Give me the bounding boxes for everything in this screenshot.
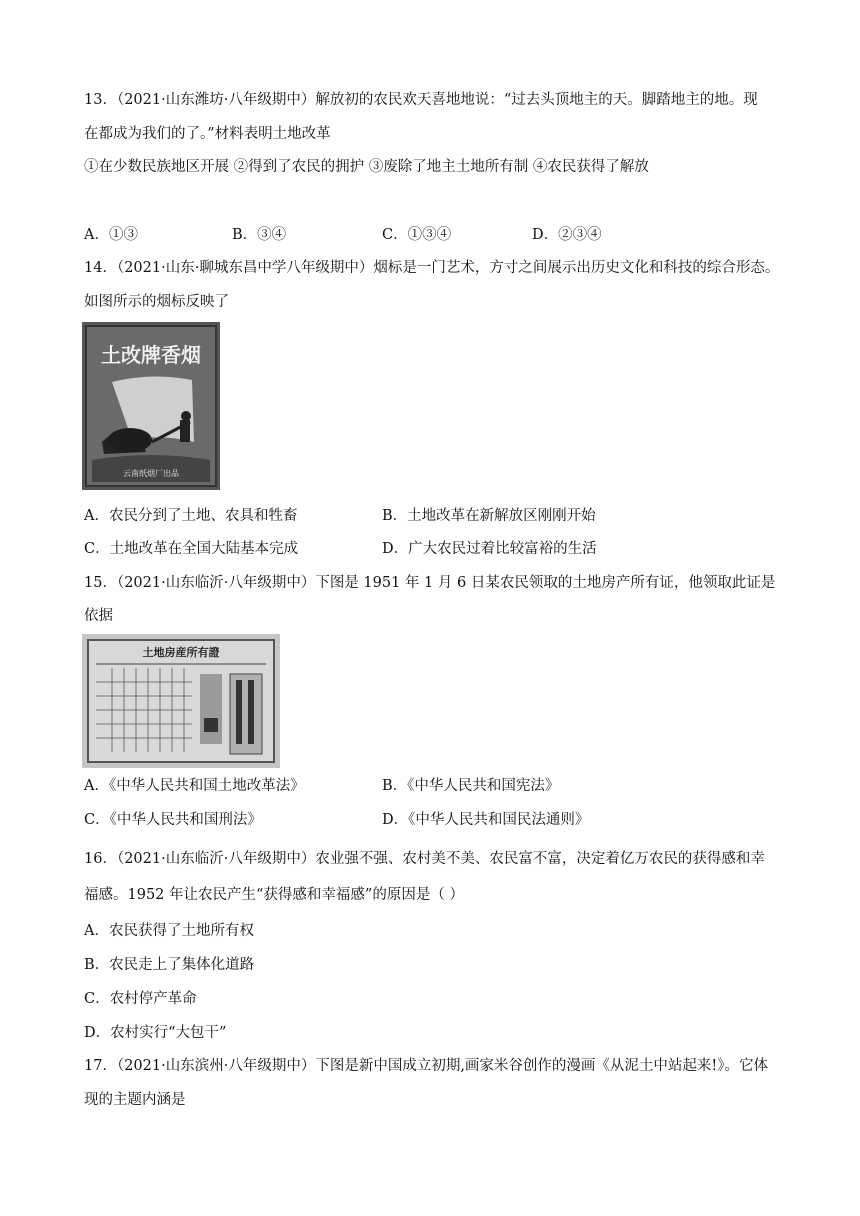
q13-option-a: A．①③ [84, 227, 138, 243]
q16-option-d: D．农村实行“大包干” [84, 1025, 227, 1041]
q17-stem-line1: 17．（2021·山东滨州·八年级期中）下图是新中国成立初期,画家米谷创作的漫画《从泥土中站起来!》。它体 [84, 1058, 769, 1074]
q13-option-d: D．②③④ [532, 227, 602, 243]
q17-stem-line2: 现的主题内涵是 [84, 1092, 186, 1108]
q15-stem-line2: 依据 [84, 608, 113, 624]
land-certificate-image [82, 634, 280, 768]
q16-stem-line1: 16．（2021·山东临沂·八年级期中）农业强不强、农村美不美、农民富不富，决定着亿万农民的获得感和幸 [84, 851, 765, 867]
land-certificate-title: 土地房産所有證 [142, 646, 220, 659]
q15-option-a: A．《中华人民共和国土地改革法》 [84, 778, 305, 794]
q14-option-a: A．农民分到了土地、农具和牲畜 [84, 508, 298, 524]
q15-option-d: D．《中华人民共和国民法通则》 [382, 812, 590, 828]
cigarette-label-image [82, 322, 220, 490]
q15-option-c: C．《中华人民共和国刑法》 [84, 812, 262, 828]
q14-stem-line2: 如图所示的烟标反映了 [84, 294, 229, 310]
q14-option-b: B．土地改革在新解放区刚刚开始 [382, 508, 596, 524]
q13-statements: ①在少数民族地区开展 ②得到了农民的拥护 ③废除了地主土地所有制 ④农民获得了解放 [84, 159, 649, 175]
q16-option-c: C．农村停产革命 [84, 991, 197, 1007]
q14-option-d: D．广大农民过着比较富裕的生活 [382, 541, 597, 557]
q13-stem-line1: 13．（2021·山东潍坊·八年级期中）解放初的农民欢天喜地地说：“过去头顶地主的天。脚踏地主的地。现 [84, 92, 758, 108]
q16-option-a: A．农民获得了土地所有权 [84, 923, 254, 939]
q16-stem-line2: 福感。1952 年让农民产生“获得感和幸福感”的原因是（ ） [84, 887, 464, 903]
cigarette-label-maker: 云南纸烟厂出品 [123, 469, 179, 478]
q15-option-b: B．《中华人民共和国宪法》 [382, 778, 560, 794]
q16-option-b: B．农民走上了集体化道路 [84, 957, 255, 973]
q14-stem-line1: 14．（2021·山东·聊城东昌中学八年级期中）烟标是一门艺术，方寸之间展示出历史文化和科技的综合形态。 [84, 260, 780, 276]
cigarette-label-title: 土改牌香烟 [101, 343, 201, 367]
q15-stem-line1: 15．（2021·山东临沂·八年级期中）下图是 1951 年 1 月 6 日某农民领取的土地房产所有证，他领取此证是 [84, 575, 776, 591]
q13-option-c: C．①③④ [382, 227, 452, 243]
q13-option-b: B．③④ [232, 227, 287, 243]
land-certificate-illustration [82, 634, 280, 768]
q13-stem-line2: 在都成为我们的了。”材料表明土地改革 [84, 126, 331, 142]
cigarette-label-illustration [82, 322, 220, 490]
q14-option-c: C．土地改革在全国大陆基本完成 [84, 541, 299, 557]
